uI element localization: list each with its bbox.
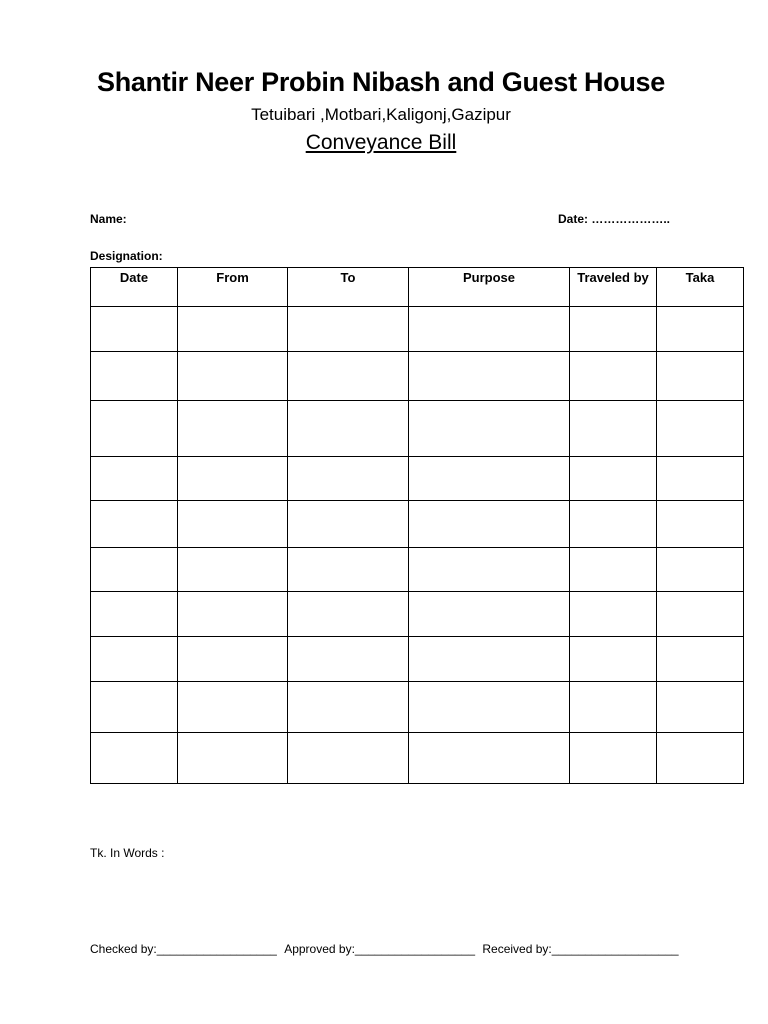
table-cell[interactable] [570,457,657,501]
table-cell[interactable] [91,682,178,733]
table-cell[interactable] [409,592,570,637]
document-type-text: Conveyance Bill [305,131,457,154]
table-cell[interactable] [409,682,570,733]
table-cell[interactable] [657,307,744,352]
table-row [91,401,744,457]
table-cell[interactable] [288,501,409,548]
table-cell[interactable] [570,733,657,784]
column-header-purpose: Purpose [409,268,570,307]
table-cell[interactable] [409,457,570,501]
table-cell[interactable] [288,733,409,784]
column-header-traveled-by: Traveled by [570,268,657,307]
designation-field-label: Designation: [90,249,163,263]
table-cell[interactable] [657,457,744,501]
table-cell[interactable] [91,548,178,592]
table-cell[interactable] [657,637,744,682]
table-cell[interactable] [570,637,657,682]
table-cell[interactable] [409,733,570,784]
table-cell[interactable] [288,352,409,401]
received-by-field: Received by:___________________ [482,942,679,956]
table-row [91,501,744,548]
table-header-row [91,268,744,307]
table-cell[interactable] [570,307,657,352]
table-cell[interactable] [657,548,744,592]
table-cell[interactable] [570,682,657,733]
table-cell[interactable] [91,501,178,548]
table-cell[interactable] [409,401,570,457]
table-cell[interactable] [570,592,657,637]
document-type-heading [0,131,762,155]
table-cell[interactable] [409,501,570,548]
table-cell[interactable] [657,352,744,401]
table-cell[interactable] [91,733,178,784]
approved-by-field: Approved by:__________________ [284,942,476,956]
table-cell[interactable] [409,307,570,352]
column-header-date: Date [91,268,178,307]
amount-in-words-label: Tk. In Words : [90,846,165,860]
table-cell[interactable] [657,682,744,733]
table-cell[interactable] [178,548,288,592]
column-header-from: From [178,268,288,307]
table-cell[interactable] [409,352,570,401]
table-cell[interactable] [657,733,744,784]
table-body [91,307,744,784]
table-cell[interactable] [91,592,178,637]
name-field-label: Name: [90,212,127,226]
table-cell[interactable] [288,548,409,592]
table-row [91,682,744,733]
table-cell[interactable] [178,352,288,401]
signature-line [90,942,679,956]
table-row [91,592,744,637]
table-row [91,637,744,682]
table-cell[interactable] [288,457,409,501]
address-line: Tetuibari ,Motbari,Kaligonj,Gazipur [251,105,511,124]
table-cell[interactable] [288,592,409,637]
table-cell[interactable] [657,501,744,548]
table-cell[interactable] [288,637,409,682]
table-cell[interactable] [570,352,657,401]
table-cell[interactable] [91,401,178,457]
table-row [91,733,744,784]
table-cell[interactable] [91,457,178,501]
table-cell[interactable] [288,401,409,457]
column-header-to: To [288,268,409,307]
table-cell[interactable] [91,637,178,682]
date-field-label: Date: ……………….. [558,212,671,226]
table-cell[interactable] [178,592,288,637]
table-cell[interactable] [178,637,288,682]
table-cell[interactable] [570,548,657,592]
column-header-taka: Taka [657,268,744,307]
table-cell[interactable] [91,307,178,352]
table-cell[interactable] [288,307,409,352]
table-cell[interactable] [178,457,288,501]
table-row [91,352,744,401]
table-cell[interactable] [570,501,657,548]
table-cell[interactable] [409,548,570,592]
page-title: Shantir Neer Probin Nibash and Guest House [96,67,665,97]
conveyance-table [90,267,744,784]
table-cell[interactable] [657,401,744,457]
table-cell[interactable] [178,733,288,784]
table-cell[interactable] [178,401,288,457]
table-cell[interactable] [178,307,288,352]
table-cell[interactable] [178,682,288,733]
table-cell[interactable] [409,637,570,682]
table-cell[interactable] [178,501,288,548]
table-cell[interactable] [570,401,657,457]
table-cell[interactable] [288,682,409,733]
table-row [91,548,744,592]
checked-by-field: Checked by:__________________ [90,942,277,956]
table-cell[interactable] [91,352,178,401]
table-row [91,457,744,501]
table-cell[interactable] [657,592,744,637]
table-row [91,307,744,352]
